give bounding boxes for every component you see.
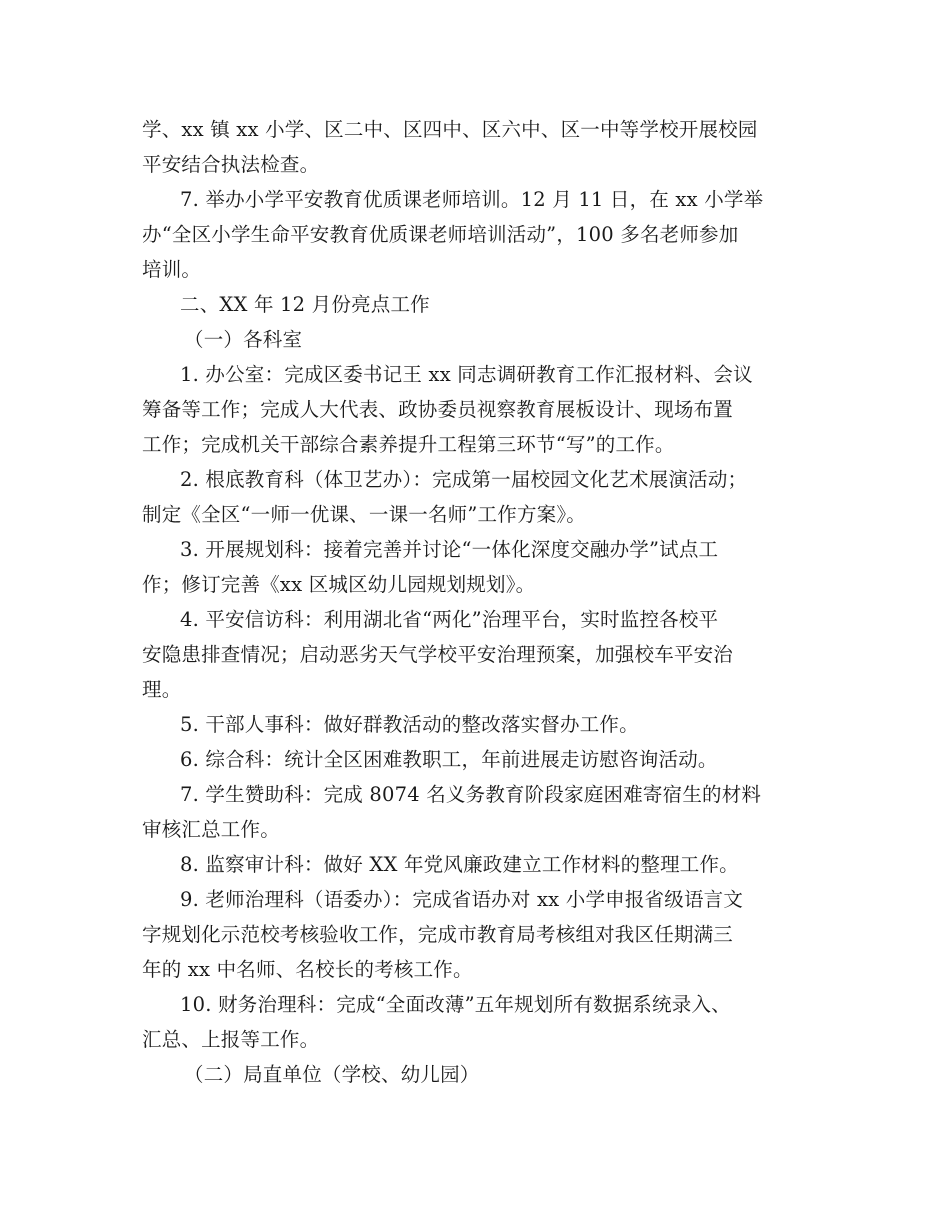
text-line: 5. 干部人事科：做好群教活动的整改落实督办工作。 [180, 713, 639, 736]
text-line: 字规划化示范校考核验收工作，完成市教育局考核组对我区任期满三 [142, 923, 734, 946]
text-line: 2. 根底教育科（体卫艺办）：完成第一届校园文化艺术展演活动； [180, 468, 748, 491]
text-line: 审核汇总工作。 [142, 818, 280, 841]
text-line: 3. 开展规划科：接着完善并讨论“一体化深度交融办学”试点工 [180, 538, 719, 561]
text-line: 筹备等工作；完成人大代表、政协委员视察教育展板设计、现场布置 [142, 398, 734, 421]
text-line: 9. 老师治理科（语委办）：完成省语办对 xx 小学申报省级语言文 [180, 888, 744, 911]
text-line: 办“全区小学生命平安教育优质课老师培训活动”，100 多名老师参加 [142, 223, 739, 246]
text-line: 4. 平安信访科：利用湖北省“两化”治理平台，实时监控各校平 [180, 608, 719, 631]
text-line: 7. 举办小学平安教育优质课老师培训。12 月 11 日，在 xx 小学举 [180, 188, 764, 211]
subsection-heading: （一）各科室 [184, 328, 303, 351]
text-line: 1. 办公室：完成区委书记王 xx 同志调研教育工作汇报材料、会议 [180, 363, 753, 386]
text-line: 年的 xx 中名师、名校长的考核工作。 [142, 958, 473, 981]
text-line: 工作；完成机关干部综合素养提升工程第三环节“写”的工作。 [142, 433, 675, 456]
text-line: 6. 综合科：统计全区困难教职工，年前进展走访慰咨询活动。 [180, 748, 718, 771]
text-line: 7. 学生赞助科：完成 8074 名义务教育阶段家庭困难寄宿生的材料 [180, 783, 762, 806]
text-line: 制定《全区“一师一优课、一课一名师”工作方案》。 [142, 503, 586, 526]
section-heading: 二、XX 年 12 月份亮点工作 [180, 293, 430, 316]
text-line: 学、xx 镇 xx 小学、区二中、区四中、区六中、区一中等学校开展校园 [142, 118, 758, 141]
text-line: 培训。 [142, 258, 202, 281]
text-line: 8. 监察审计科：做好 XX 年党风廉政建立工作材料的整理工作。 [180, 853, 739, 876]
text-line: 安隐患排查情况；启动恶劣天气学校平安治理预案，加强校车平安治 [142, 643, 734, 666]
text-line: 理。 [142, 678, 182, 701]
text-line: 作；修订完善《xx 区城区幼儿园规划规划》。 [142, 573, 536, 596]
text-line: 汇总、上报等工作。 [142, 1028, 320, 1051]
subsection-heading: （二）局直单位（学校、幼儿园） [184, 1063, 480, 1086]
text-line: 10. 财务治理科：完成“全面改薄”五年规划所有数据系统录入、 [180, 993, 731, 1016]
text-line: 平安结合执法检查。 [142, 153, 320, 176]
